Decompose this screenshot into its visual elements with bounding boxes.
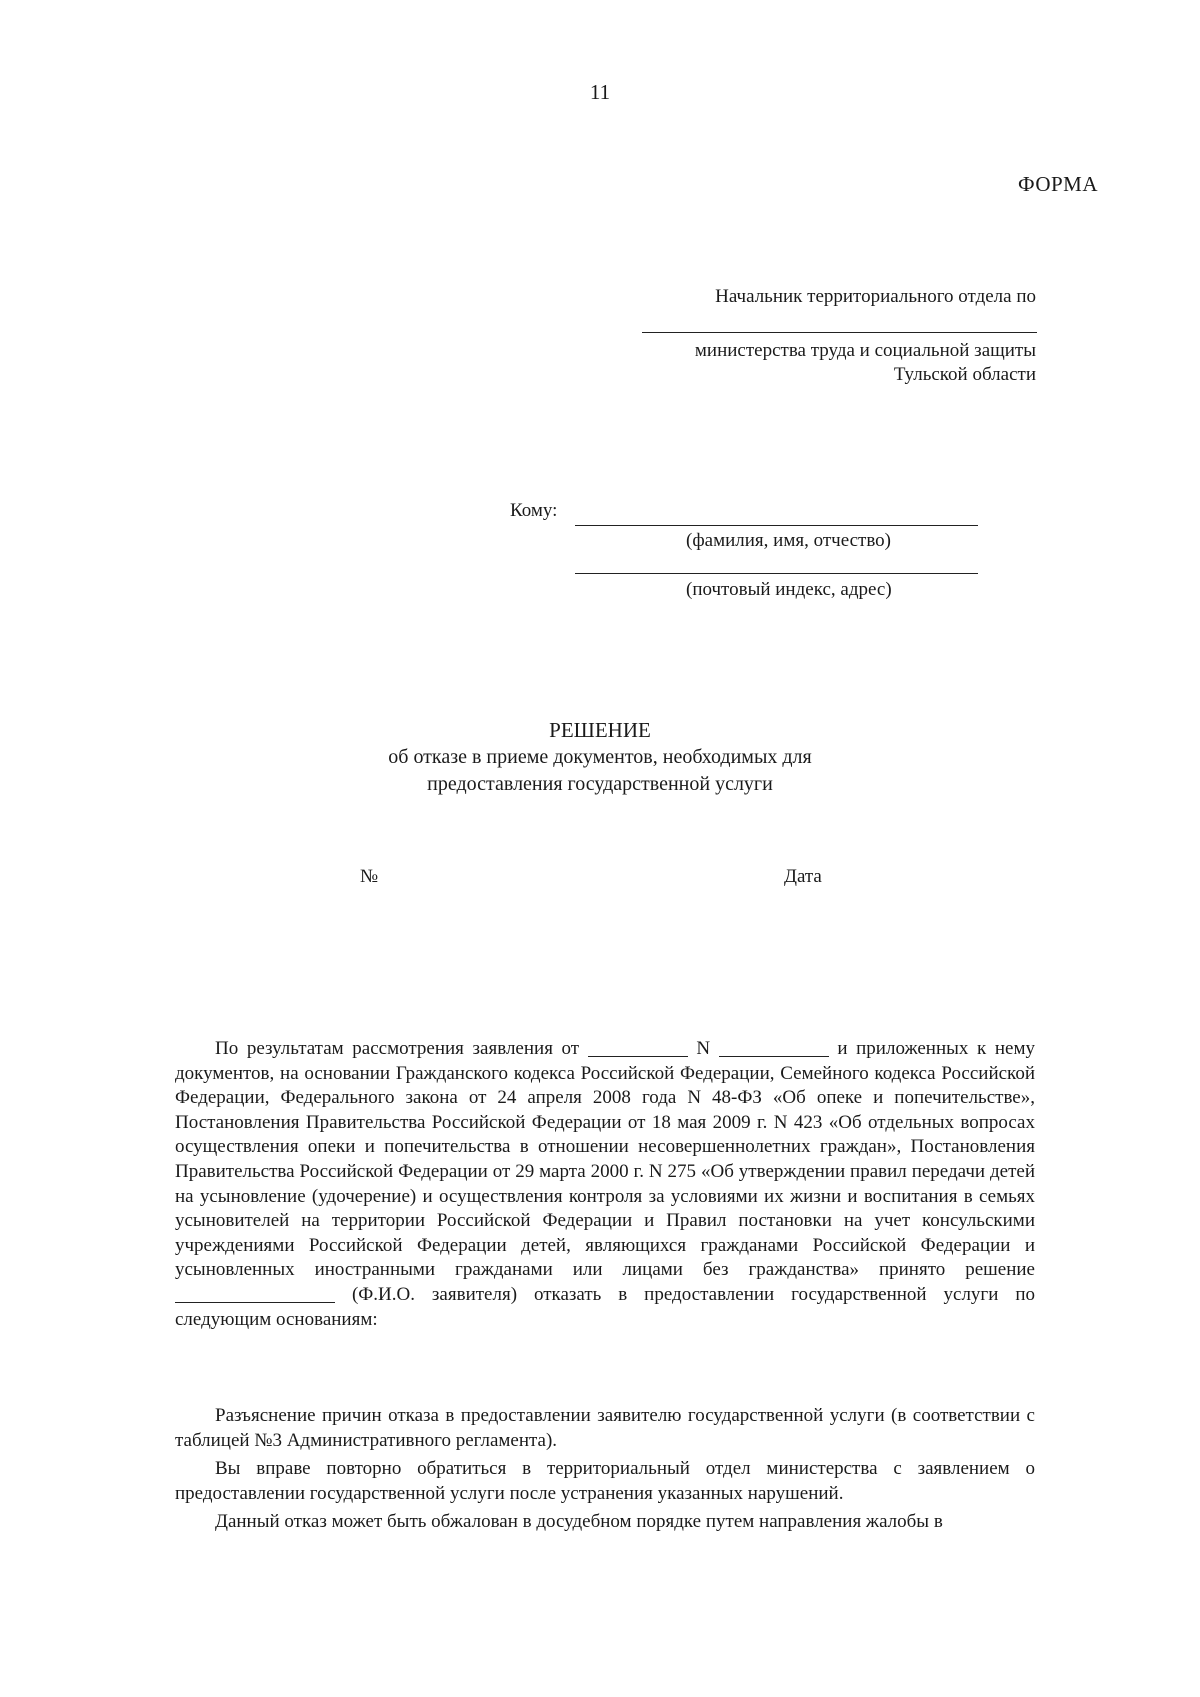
addressee-line-1: Начальник территориального отдела по	[715, 286, 1036, 307]
body-p1-number-label: N	[696, 1038, 711, 1059]
body-paragraph-3: Вы вправе повторно обратиться в территориальный отдел министерства с заявлением о предоставлении государственной услуги после устранения указанных нарушений.	[175, 1458, 1035, 1504]
body-p1-end: (Ф.И.О. заявителя) отказать в предоставлении государственной услуги по следующим основаниям:	[175, 1283, 1036, 1330]
document-subtitle-line-1: об отказе в приеме документов, необходимых для	[388, 746, 812, 768]
addressee-line-2: министерства труда и социальной защиты	[694, 340, 1036, 361]
body-text	[175, 1037, 1035, 1332]
recipient-name-hint: (фамилия, имя, отчество)	[686, 530, 892, 551]
recipient-name-line	[575, 525, 978, 526]
date-label: Дата	[784, 866, 822, 887]
body-p1-start: По результатам рассмотрения заявления от	[215, 1038, 580, 1059]
body-paragraph-4: Данный отказ может быть обжалован в досудебном порядке путем направления жалобы в	[215, 1511, 943, 1533]
number-label: №	[360, 866, 379, 887]
document-subtitle-line-2: предоставления государственной услуги	[427, 773, 773, 795]
recipient-address-line	[575, 573, 978, 574]
applicant-name-blank	[175, 1283, 335, 1303]
recipient-address-hint: (почтовый индекс, адрес)	[686, 579, 892, 600]
recipient-label: Кому:	[510, 500, 558, 521]
body-paragraph-2: Разъяснение причин отказа в предоставлении заявителю государственной услуги (в соответствии с таблицей №3 Административного регламента).	[175, 1405, 1035, 1451]
body-text-lower	[175, 1404, 1035, 1535]
addressee-line-3: Тульской области	[893, 364, 1036, 385]
addressee-blank-line	[642, 332, 1037, 333]
body-paragraph-1	[175, 1037, 1035, 1332]
page-number: 11	[589, 80, 611, 104]
body-p1-main: и приложенных к нему документов, на основании Гражданского кодекса Российской Федерации, Семейного кодекса Российской Федерации, Федерального закона от 24 апреля 2008 года N 48-ФЗ «Об опеке и попечительстве», Постановления Правительства Российской Федерации от 18 мая 2009 г. N 423 «Об отдельных вопросах осуществления опеки и попечительства в отношении несовершеннолетних граждан», Постановления Правительства Российской Федерации от 29 марта 2000 г. N 275 «Об утверждении правил передачи детей на усыновление (удочерение) и осуществления контроля за условиями их жизни и воспитания в семьях усыновителей на территории Российской Федерации и Правил постановки на учет консульскими учреждениями Российской Федерации детей, являющихся гражданами Российской Федерации и усыновленных иностранными гражданами или лицами без гражданства» принято решение	[175, 1038, 1035, 1281]
application-date-blank	[588, 1037, 688, 1057]
application-number-blank	[719, 1037, 829, 1057]
form-label: ФОРМА	[1017, 172, 1098, 196]
document-heading: РЕШЕНИЕ	[549, 718, 651, 742]
